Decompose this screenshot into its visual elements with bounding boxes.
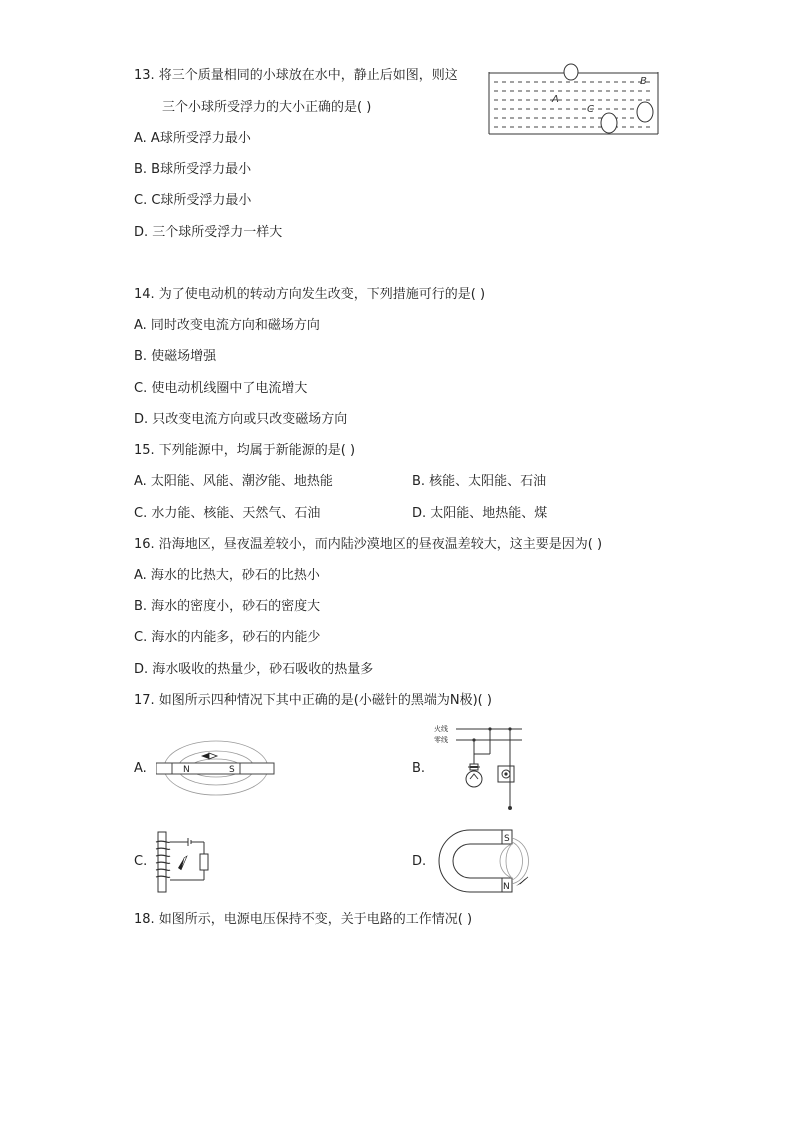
q13-option-d: D. 三个球所受浮力一样大 (134, 225, 283, 240)
q17-figure-b-household-circuit (434, 722, 526, 814)
q16-option-d: D. 海水吸收的热量少，砂石吸收的热量多 (134, 662, 374, 677)
q17-option-d-label: D. (412, 854, 427, 869)
fig-a-s-label: S (229, 765, 235, 775)
fig-b-live-wire-label: 火线 (434, 725, 448, 733)
q13-option-a: A. A球所受浮力最小 (134, 131, 251, 146)
q14-option-c: C. 使电动机线圈中了电流增大 (134, 381, 308, 396)
q14-option-d: D. 只改变电流方向或只改变磁场方向 (134, 412, 348, 427)
ball-c-shape (601, 113, 617, 133)
ball-b-shape (637, 102, 653, 122)
q15-option-b: B. 核能、太阳能、石油 (412, 474, 547, 489)
q14-stem: 14. 为了使电动机的转动方向发生改变，下列措施可行的是( ) (134, 287, 486, 302)
fig-b-neutral-wire-label: 零线 (434, 736, 448, 744)
q16-option-a: A. 海水的比热大，砂石的比热小 (134, 568, 320, 583)
fig-d-n-label: N (503, 882, 510, 892)
q13-stem-line2: 三个小球所受浮力的大小正确的是( ) (162, 100, 372, 115)
q13-option-b: B. B球所受浮力最小 (134, 162, 252, 177)
q15-option-a: A. 太阳能、风能、潮汐能、地热能 (134, 474, 333, 489)
fig-d-s-label: S (504, 834, 510, 844)
q14-option-b: B. 使磁场增强 (134, 349, 217, 364)
q15-stem: 15. 下列能源中，均属于新能源的是( ) (134, 443, 356, 458)
q14-option-a: A. 同时改变电流方向和磁场方向 (134, 318, 320, 333)
q16-stem: 16. 沿海地区，昼夜温差较小，而内陆沙漠地区的昼夜温差较大，这主要是因为( ) (134, 537, 603, 552)
label-a: A (552, 94, 559, 105)
fig-a-compass-needle (201, 753, 217, 759)
q13-option-c: C. C球所受浮力最小 (134, 193, 252, 208)
q15-option-c: C. 水力能、核能、天然气、石油 (134, 506, 321, 521)
label-c: C (587, 104, 594, 115)
q17-figure-c-electromagnet (154, 830, 214, 894)
q17-figure-d-horseshoe-magnet (434, 826, 538, 896)
label-b: B (640, 76, 647, 87)
q17-stem: 17. 如图所示四种情况下其中正确的是(小磁针的黑端为N极)( ) (134, 693, 492, 708)
q15-option-d: D. 太阳能、地热能、煤 (412, 506, 548, 521)
q17-option-a-label: A. (134, 761, 147, 776)
q16-option-c: C. 海水的内能多，砂石的内能少 (134, 630, 321, 645)
q16-option-b: B. 海水的密度小，砂石的密度大 (134, 599, 321, 614)
q17-figure-a-bar-magnet (156, 736, 276, 798)
q13-stem-line1: 13. 将三个质量相同的小球放在水中，静止后如图，则这 (134, 68, 458, 83)
ball-a-shape (564, 64, 578, 80)
q17-option-b-label: B. (412, 761, 426, 776)
fig-c-compass-needle (178, 856, 187, 870)
fig-a-n-label: N (183, 765, 190, 775)
q13-water-tank-figure (486, 60, 662, 138)
q18-stem: 18. 如图所示，电源电压保持不变，关于电路的工作情况( ) (134, 912, 473, 927)
q17-option-c-label: C. (134, 854, 148, 869)
